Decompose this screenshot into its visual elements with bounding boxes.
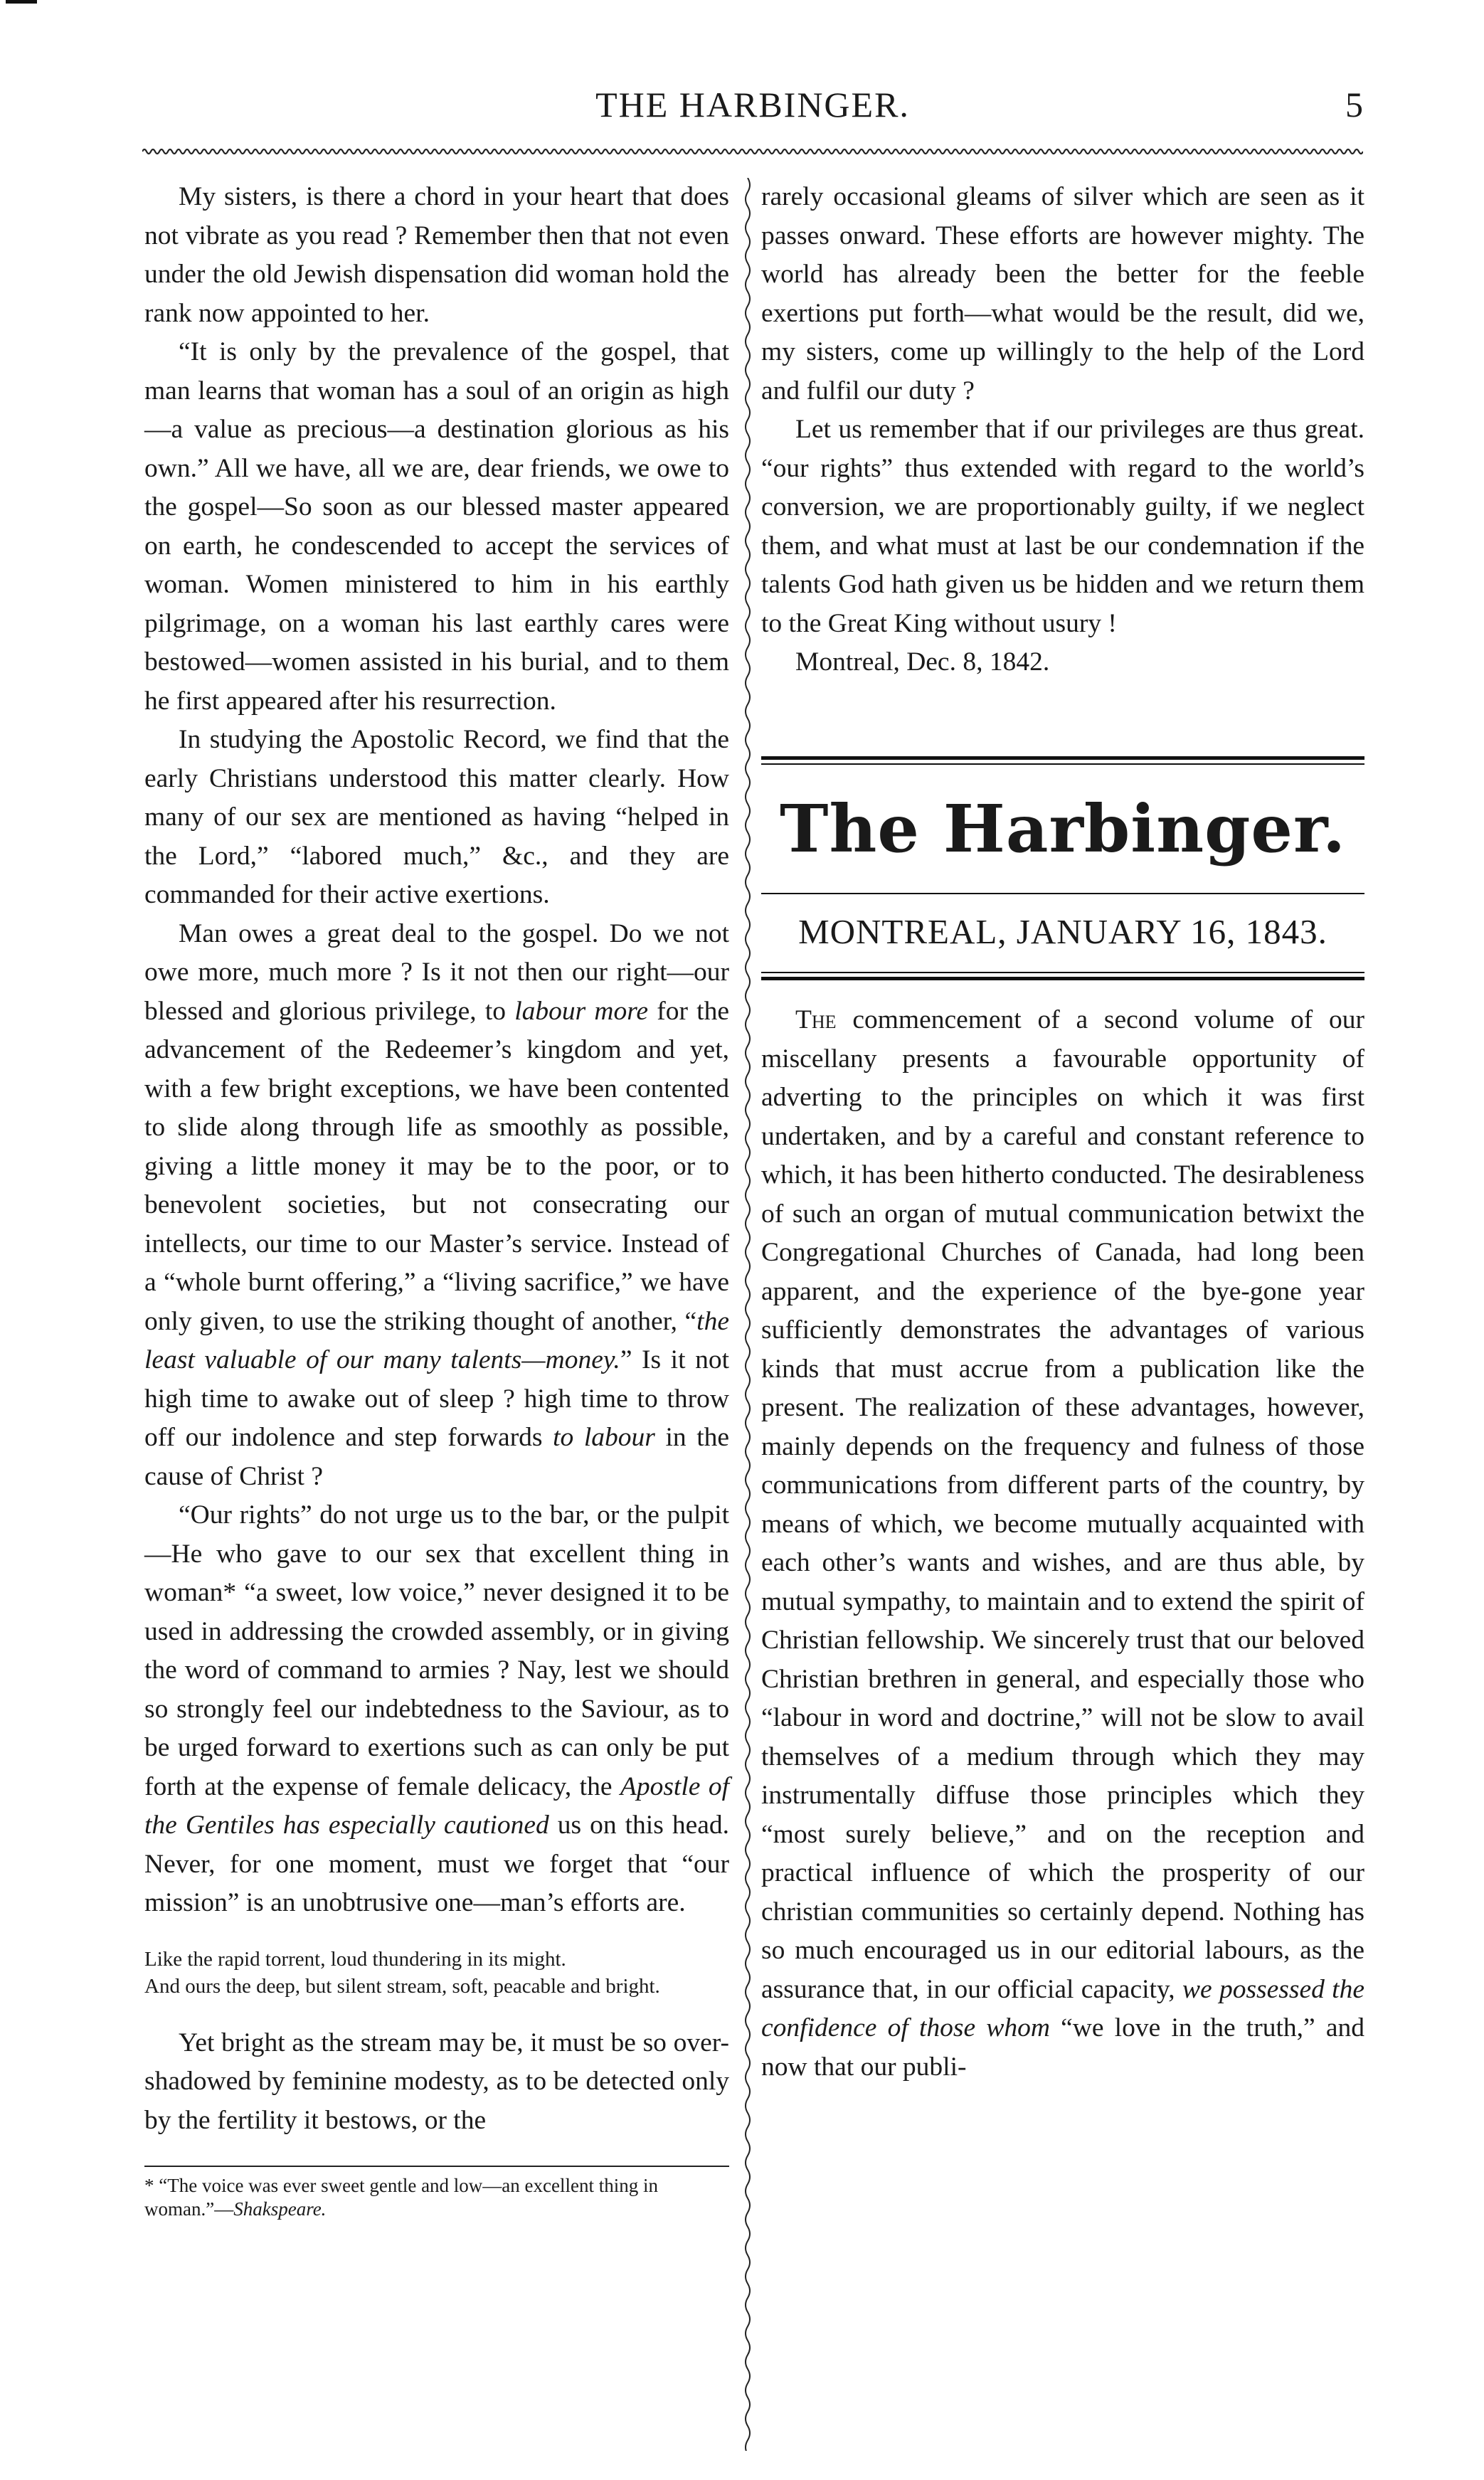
page-number: 5 bbox=[1345, 85, 1363, 124]
masthead-rule-thin bbox=[761, 763, 1364, 765]
running-head bbox=[142, 84, 1363, 134]
left-paragraph-3: In studying the Apostolic Record, we find that the early Christians understood this matter clearly. How many of our sex are mentioned as having “helped in the Lord,” “labored much,” &c., and they are commanded for their active exertions. bbox=[144, 725, 729, 909]
emphasis-to-labour: to labour bbox=[553, 1423, 655, 1452]
left-paragraph-4: Man owes a great deal to the gospel. Do we not owe more, much more ? Is it not then our right—our blessed and glorious privilege, to labour more for the advancement of the Redeemer’s kingdom and yet, with a few bright exceptions, we have been contented to slide along through life as smoothly as possible, giving a little money it may be to the poor, or to benevolent societies, but not consecrating our intellects, our time to our Master’s service. Instead of a “whole burnt offering,” a “living sacrifice,” we have only given, to use the striking thought of another, “the least valuable of our many talents—money.” Is it not high time to awake out of sleep ? high time to throw off our indolence and step forwards to labour in the cause of Christ ? bbox=[144, 918, 730, 1491]
emphasis-confidence: we possessed the confidence of those whom bbox=[761, 1974, 1364, 2042]
editorial-column bbox=[761, 1001, 1364, 2087]
poetry-line-2: And ours the deep, but silent stream, soft, peacable and bright. bbox=[144, 1974, 660, 1998]
poetry-line-1: Like the rapid torrent, loud thundering in its might. bbox=[144, 1947, 566, 1971]
column-divider-rule bbox=[741, 178, 754, 2451]
poetry-quote bbox=[144, 1946, 729, 2000]
left-column bbox=[144, 178, 729, 2221]
issue-dateline: MONTREAL, JANUARY 16, 1843. bbox=[798, 912, 1327, 951]
right-paragraph-1: rarely occasional gleams of silver which are seen as it passes onward. These efforts are however mighty. The world has already been the better for the feeble exertions put forth—what would be the result, did we, my sisters, come up willingly to the help of the Lord and fulfil our duty ? bbox=[761, 182, 1364, 406]
left-paragraph-1: My sisters, is there a chord in your heart that does not vibrate as you read ? Remember then that not even under the old Jewish dispensation did woman hold the rank now appointed to her. bbox=[144, 182, 729, 328]
editorial-lead-word: The bbox=[795, 1005, 837, 1034]
signoff-dateline: Montreal, Dec. 8, 1842. bbox=[795, 647, 1050, 677]
masthead-rule-lower bbox=[761, 893, 1364, 894]
dateline-rule-thick bbox=[761, 977, 1364, 980]
footnote: * “The voice was ever sweet gentle and low—an excellent thing in woman.”—Shakspeare. bbox=[144, 2175, 658, 2220]
corner-mark bbox=[6, 0, 37, 4]
left-paragraph-6: Yet bright as the stream may be, it must be so over-shadowed by feminine modesty, as to be detected only by the fertility it bestows, or the bbox=[144, 2028, 729, 2135]
left-paragraph-2: “It is only by the prevalence of the gospel, that man learns that woman has a soul of an origin as high—a value as precious—a destination glorious as his own.” All we have, all we are, dear friends, we owe to the gospel—So soon as our blessed master appeared on earth, he condescended to accept the services of woman. Women ministered to him in his earthly pilgrimage, on a woman his last earthly cares were bestowed—women assisted in his burial, and to them he first appeared after his resurrection. bbox=[144, 337, 729, 716]
left-paragraph-5: “Our rights” do not urge us to the bar, or the pulpit—He who gave to our sex that excellent thing in woman* “a sweet, low voice,” never designed it to be used in addressing the crowded assembly, or in giving the word of command to armies ? Nay, lest we should so strongly feel our indebtedness to the Saviour, as to be urged forward to exertions such as can only be put forth at the expense of female delicacy, the Apostle of the Gentiles has especially cautioned us on this head. Never, for one moment, must we forget that “our mission” is an unobtrusive one—man’s efforts are. bbox=[144, 1500, 729, 1917]
masthead-title: The Harbinger. bbox=[780, 790, 1346, 867]
right-column-continuation bbox=[761, 178, 1364, 682]
editorial-paragraph: The commencement of a second volume of our miscellany presents a favourable opportunity of adverting to the principles on which it was first undertaken, and by a careful and constant reference to which, it has been hitherto conducted. The desirableness of such an organ of mutual communication betwixt the Congregational Churches of Canada, had long been apparent, and the experience of the bye-gone year sufficiently demonstrates the advantages of various kinds that must accrue from a publication like the present. The realization of these advantages, however, mainly depends on the frequency and fulness of those communications from different parts of the country, by means of which, we become mutually acquainted with each other’s wants and wishes, and are thus able, by mutual sympathy, to maintain and to extend the spirit of Christian fellowship. We sincerely trust that our beloved Christian brethren in general, and especially those who “labour in word and doctrine,” will not be slow to avail themselves of a medium through which they may instrumentally diffuse those principles which they “most surely believe,” and on the reception and practical influence of which the prosperity of our christian communities so certainly depend. Nothing has so much encouraged us in our editorial labours, as the assurance that, in our official capacity, we possessed the confidence of those whom “we love in the truth,” and now that our publi- bbox=[761, 1005, 1364, 2082]
footnote-rule bbox=[144, 2166, 729, 2167]
header-wavy-rule bbox=[142, 146, 1363, 157]
emphasis-apostle: Apostle of the Gentiles has especially cautioned bbox=[144, 1771, 729, 1840]
emphasis-labour-more: labour more bbox=[514, 996, 649, 1026]
masthead-block bbox=[761, 756, 1364, 980]
emphasis-talents-quote: the least valuable of our many talents—money. bbox=[144, 1306, 729, 1374]
running-title: THE HARBINGER. bbox=[595, 85, 910, 124]
right-paragraph-2: Let us remember that if our privileges are thus great. “our rights” thus extended with regard to the world’s conversion, we are proportionably guilty, if we neglect them, and what must at last be our condemnation if the talents God hath given us be hidden and we return them to the Great King without usury ! bbox=[761, 415, 1364, 638]
